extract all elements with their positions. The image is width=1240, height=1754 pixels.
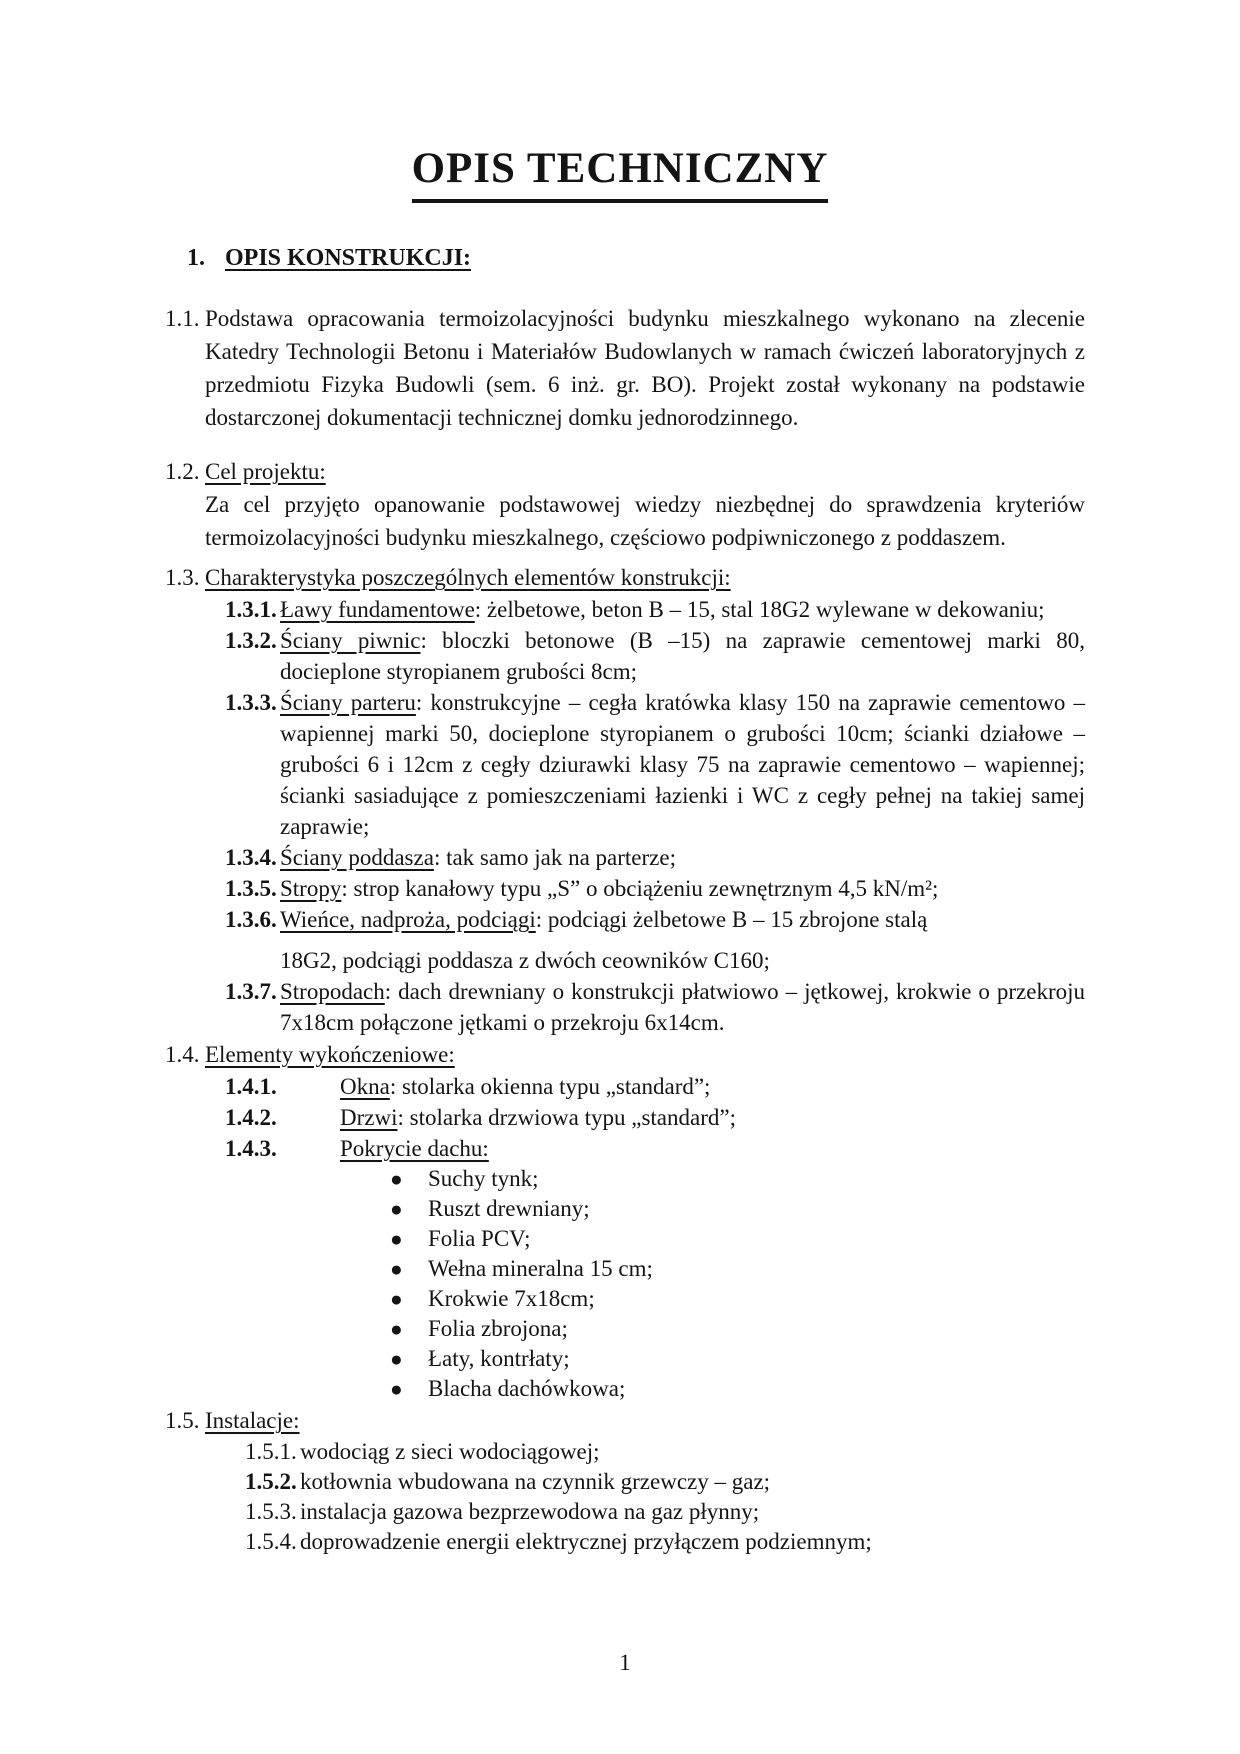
bullet-icon: ●	[390, 1347, 403, 1371]
bullet-item-4	[165, 1254, 1085, 1284]
paragraph-1-1-number: 1.1.	[165, 306, 200, 331]
paragraph-1-1	[165, 302, 1085, 434]
item-term: Ławy fundamentowe	[280, 597, 475, 622]
bullet-text: Ruszt drewniany;	[428, 1196, 590, 1221]
list-item-1-5-4	[165, 1527, 1085, 1557]
list-item-1-5-2	[165, 1467, 1085, 1497]
section-1-3-label: Charakterystyka poszczególnych elementów konstrukcji:	[205, 565, 731, 590]
item-number: 1.3.7.	[225, 979, 277, 1004]
bullet-text: Wełna mineralna 15 cm;	[428, 1256, 653, 1281]
item-text: : stolarka okienna typu „standard”;	[389, 1074, 711, 1099]
list-item-1-3-1	[165, 594, 1085, 625]
list-item-1-3-2	[165, 625, 1085, 687]
bullet-item-5	[165, 1284, 1085, 1314]
paragraph-1-2-text: Za cel przyjęto opanowanie podstawowej wiedzy niezbędnej do sprawdzenia kryteriów termoizolacyjności budynku mieszkalnego, częściowo podpiwniczonego z poddaszem.	[205, 492, 1085, 550]
item-number: 1.4.2.	[225, 1105, 277, 1130]
list-item-1-5-3	[165, 1497, 1085, 1527]
section-1-4-label: Elementy wykończeniowe:	[205, 1042, 455, 1067]
document-title-text: OPIS TECHNICZNY	[412, 146, 829, 203]
item-text: wodociąg z sieci wodociągowej;	[300, 1439, 600, 1464]
paragraph-1-1-text: Podstawa opracowania termoizolacyjności budynku mieszkalnego wykonano na zlecenie Katedry Technologii Betonu i Materiałów Budowlanych w ramach ćwiczeń laboratoryjnych z przedmiotu Fizyka Budowli (sem. 6 inż. gr. BO). Projekt został wykonany na podstawie dostarczonej dokumentacji technicznej domku jednorodzinnego.	[205, 306, 1085, 430]
bullet-text: Krokwie 7x18cm;	[428, 1286, 595, 1311]
page-number: 1	[619, 1650, 631, 1675]
list-item-1-3-7	[165, 976, 1085, 1038]
list-item-1-4-3	[165, 1133, 1085, 1164]
list-item-1-3-5	[165, 873, 1085, 904]
section-1-3-number: 1.3.	[165, 565, 200, 590]
section-1-5-heading	[165, 1404, 1085, 1437]
item-number: 1.3.6.	[225, 907, 277, 932]
bullet-icon: ●	[390, 1227, 403, 1251]
section-1-2-number: 1.2.	[165, 459, 200, 484]
list-item-1-4-2	[165, 1102, 1085, 1133]
bullet-icon: ●	[390, 1377, 403, 1401]
section-1-5-number: 1.5.	[165, 1408, 200, 1433]
item-text: : podciągi żelbetowe B – 15 zbrojone stalą	[535, 907, 928, 932]
item-text-continued: 18G2, podciągi poddasza z dwóch ceowników C160;	[280, 948, 770, 973]
item-term: Ściany piwnic	[280, 628, 421, 653]
item-number: 1.5.4.	[245, 1529, 297, 1554]
item-number: 1.3.2.	[225, 628, 277, 653]
section-1-5-label: Instalacje:	[205, 1408, 300, 1433]
bullet-icon: ●	[390, 1317, 403, 1341]
section-1-2-label: Cel projektu:	[205, 459, 326, 484]
item-term: Ściany poddasza	[280, 845, 434, 870]
item-text: : stolarka drzwiowa typu „standard”;	[397, 1105, 736, 1130]
bullet-text: Suchy tynk;	[428, 1166, 539, 1191]
section-1-2	[165, 455, 1085, 554]
item-term: Okna	[340, 1074, 390, 1099]
bullet-text: Łaty, kontrłaty;	[428, 1346, 570, 1371]
item-number: 1.5.3.	[245, 1499, 297, 1524]
item-text: : dach drewniany o konstrukcji płatwiowo – jętkowej, krokwie o przekroju 7x18cm połączone jętkami o przekroju 6x14cm.	[280, 979, 1085, 1035]
item-text: kotłownia wbudowana na czynnik grzewczy – gaz;	[300, 1469, 771, 1494]
bullet-item-6	[165, 1314, 1085, 1344]
section-1-4-heading	[165, 1038, 1085, 1071]
document-body	[165, 243, 1085, 1557]
item-number: 1.3.4.	[225, 845, 277, 870]
bullet-icon: ●	[390, 1167, 403, 1191]
bullet-text: Blacha dachówkowa;	[428, 1376, 626, 1401]
bullet-item-2	[165, 1194, 1085, 1224]
section-1-3-heading	[165, 561, 1085, 594]
item-number: 1.4.1.	[225, 1074, 277, 1099]
bullet-icon: ●	[390, 1257, 403, 1281]
item-text: : bloczki betonowe (B –15) na zaprawie cementowej marki 80, docieplone styropianem grubości 8cm;	[280, 628, 1085, 684]
section-1-number: 1.	[187, 245, 205, 271]
document-title	[0, 146, 1240, 203]
item-number: 1.3.3.	[225, 690, 277, 715]
item-term: Stropy	[280, 876, 342, 901]
bullet-item-8	[165, 1374, 1085, 1404]
bullet-item-3	[165, 1224, 1085, 1254]
item-number: 1.5.1.	[245, 1439, 297, 1464]
item-term: Drzwi	[340, 1105, 398, 1130]
list-item-1-4-1	[165, 1071, 1085, 1102]
bullet-icon: ●	[390, 1197, 403, 1221]
item-term: Wieńce, nadproża, podciągi	[280, 907, 536, 932]
section-1-label: OPIS KONSTRUKCJI:	[225, 245, 472, 271]
section-1-4-number: 1.4.	[165, 1042, 200, 1067]
list-item-1-3-3	[165, 687, 1085, 842]
item-text: : strop kanałowy typu „S” o obciążeniu zewnętrznym 4,5 kN/m²;	[341, 876, 939, 901]
list-item-1-3-6	[165, 904, 1085, 976]
bullet-text: Folia PCV;	[428, 1226, 531, 1251]
item-text: doprowadzenie energii elektrycznej przyłączem podziemnym;	[300, 1529, 872, 1554]
item-text: : tak samo jak na parterze;	[433, 845, 676, 870]
item-number: 1.4.3.	[225, 1136, 277, 1161]
item-text: : żelbetowe, beton B – 15, stal 18G2 wylewane w dekowaniu;	[474, 597, 1045, 622]
item-term: Stropodach	[280, 979, 385, 1004]
bullet-item-1	[165, 1164, 1085, 1194]
list-item-1-5-1	[165, 1437, 1085, 1467]
item-text: : konstrukcyjne – cegła kratówka klasy 150 na zaprawie cementowo – wapiennej marki 50, docieplone styropianem o grubości 10cm; ścianki działowe – grubości 6 i 12cm z cegły dziurawki klasy 75 na zaprawie cementowo – wapiennej; ścianki sasiadujące z pomieszczeniami łazienki i WC z cegły pełnej na takiej samej zaprawie;	[280, 690, 1085, 839]
item-number: 1.5.2.	[245, 1469, 297, 1494]
item-number: 1.3.5.	[225, 876, 277, 901]
bullet-text: Folia zbrojona;	[428, 1316, 568, 1341]
section-1-heading	[165, 243, 1085, 273]
item-term: Ściany parteru	[280, 690, 416, 715]
item-text: instalacja gazowa bezprzewodowa na gaz płynny;	[300, 1499, 760, 1524]
item-term: Pokrycie dachu:	[340, 1136, 489, 1161]
item-number: 1.3.1.	[225, 597, 277, 622]
list-item-1-3-4	[165, 842, 1085, 873]
bullet-item-7	[165, 1344, 1085, 1374]
bullet-icon: ●	[390, 1287, 403, 1311]
